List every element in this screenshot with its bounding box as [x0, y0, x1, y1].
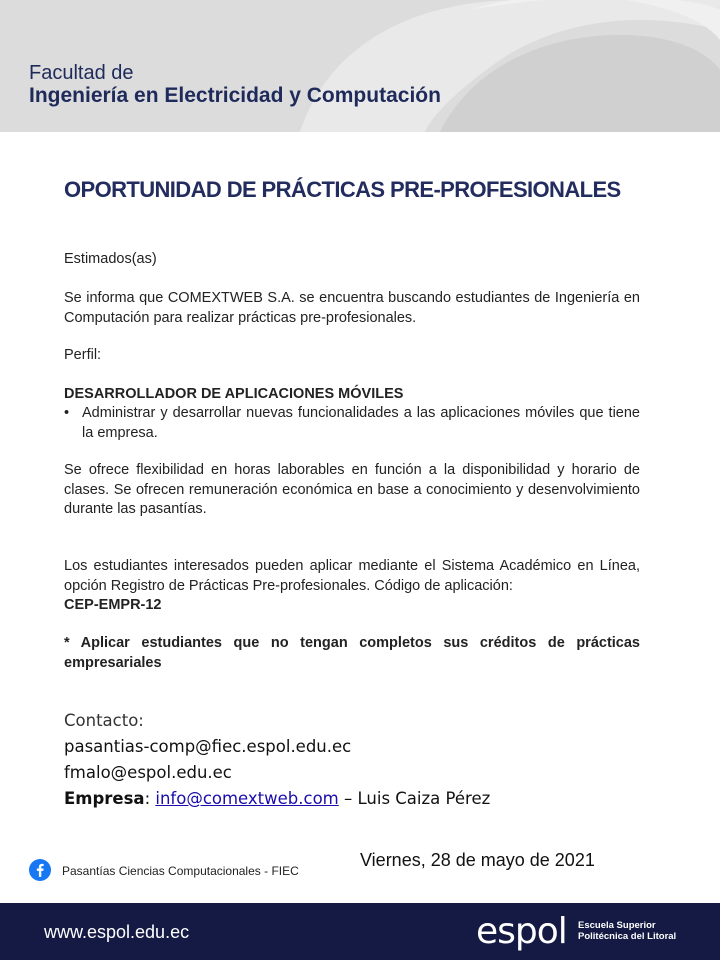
faculty-name-line2: Ingeniería en Electricidad y Computación — [29, 84, 441, 107]
page-title: OPORTUNIDAD DE PRÁCTICAS PRE-PROFESIONALES — [64, 177, 621, 202]
profile-label: Perfil: — [64, 347, 102, 363]
company-label: Empresa — [64, 789, 145, 808]
company-separator: : — [144, 789, 156, 808]
espol-tagline-line1: Escuela Superior — [578, 920, 656, 931]
intro-paragraph: Se informa que COMEXTWEB S.A. se encuentra buscando estudiantes de Ingeniería en Computación para realizar prácticas pre-profesionales. — [64, 290, 640, 326]
faculty-name-line1: Facultad de — [29, 62, 134, 84]
bullet-icon: • — [64, 405, 70, 421]
header-band — [0, 0, 720, 132]
offer-paragraph: Se ofrece flexibilidad en horas laborables en función a la disponibilidad y horario de clases. Se ofrecen remuneración económica en base a conocimiento y desenvolvimiento durante las pasantías. — [64, 462, 640, 517]
role-title: DESARROLLADOR DE APLICACIONES MÓVILES — [64, 386, 404, 402]
bullet-text: Administrar y desarrollar nuevas funcionalidades a las aplicaciones móviles que tiene la empresa. — [82, 405, 640, 441]
greeting: Estimados(as) — [64, 251, 157, 267]
contact-email-fiec: pasantias-comp@fiec.espol.edu.ec — [64, 737, 352, 756]
footer-band — [0, 903, 720, 960]
eligibility-note: * Aplicar estudiantes que no tengan completos sus créditos de prácticas empresariales — [64, 635, 640, 671]
facebook-icon[interactable] — [29, 859, 51, 881]
company-email-link[interactable]: info@comextweb.com — [155, 789, 339, 808]
apply-paragraph: Los estudiantes interesados pueden aplicar mediante el Sistema Académico en Línea, opción Registro de Prácticas Pre-profesionales. Código de aplicación: — [64, 558, 640, 594]
publication-date: Viernes, 28 de mayo de 2021 — [360, 850, 595, 870]
espol-logo-tagline — [578, 921, 676, 942]
espol-logo-wordmark: espol — [476, 911, 567, 952]
contact-label: Contacto: — [64, 711, 144, 730]
espol-tagline-line2: Politécnica del Litoral — [578, 930, 677, 942]
application-code: CEP-EMPR-12 — [64, 597, 162, 613]
facebook-page-name[interactable]: Pasantías Ciencias Computacionales - FIEC — [62, 864, 299, 878]
contact-email-espol: fmalo@espol.edu.ec — [64, 763, 232, 782]
company-contact-person: – Luis Caiza Pérez — [338, 789, 491, 808]
footer-url[interactable]: www.espol.edu.ec — [44, 922, 190, 942]
contact-company-line — [64, 789, 490, 808]
